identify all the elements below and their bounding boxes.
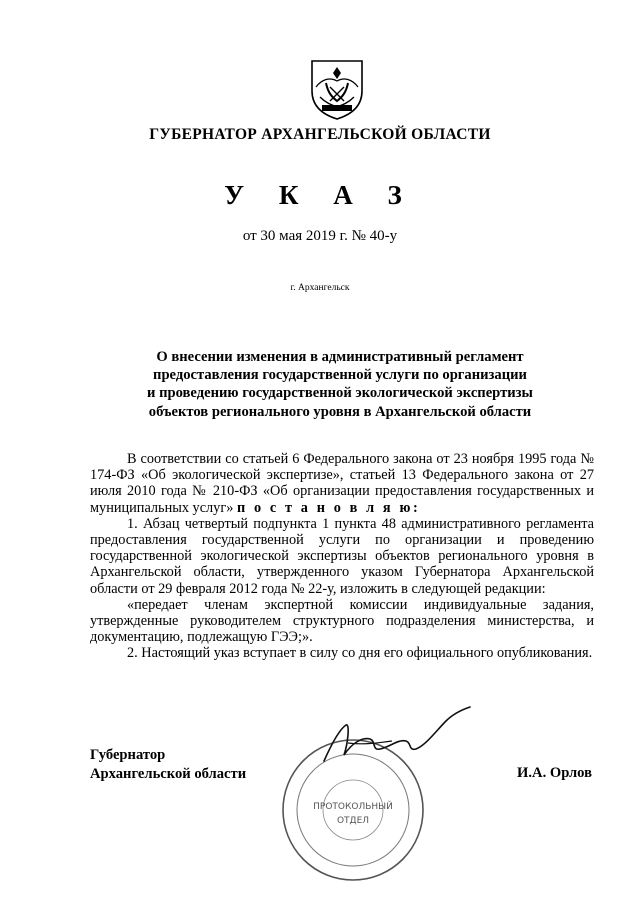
signatory-position [90, 746, 246, 783]
handwritten-signature [318, 703, 478, 773]
signatory-name: И.А. Орлов [517, 765, 592, 781]
resolve-word: п о с т а н о в л я ю: [236, 499, 421, 516]
title-line: и проведению государственной экологической экспертизы [147, 385, 533, 402]
document-body [90, 451, 594, 662]
item-1: 1. Абзац четвертый подпункта 1 пункта 48 административного регламента предоставления государственной услуги по организации и проведению государственной экологической экспертизы объектов регионального уровня в Архангельской области, утвержденного указом Губернатора Архангельской области от 29 февраля 2012 года № 22-у, изложить в следующей редакции: [90, 515, 594, 597]
document-type: У К А З [224, 180, 416, 210]
preamble-text: В соответствии со статьей 6 Федерального закона от 23 ноября 1995 года № 174-ФЗ «Об экологической экспертизе», статьей 13 Федерального закона от 27 июля 2010 года № 210-ФЗ «Об организации предоставления государственных и муниципальных услуг» [90, 451, 594, 516]
title-line: О внесении изменения в административный регламент [156, 349, 524, 365]
preamble-paragraph [90, 451, 594, 516]
position-line-1: Губернатор [90, 747, 166, 763]
stamp-center-text-2: ОТДЕЛ [336, 816, 370, 826]
quote-paragraph: «передает членам экспертной комиссии индивидуальные задания, утвержденные руководителем структурного подразделения министерства, и документацию, подлежащую ГЭЭ;». [90, 596, 594, 646]
position-line-2: Архангельской области [90, 765, 247, 782]
title-line: предоставления государственной услуги по организации [153, 367, 527, 384]
document-title [120, 348, 560, 421]
city: г. Архангельск [290, 283, 350, 293]
item-2: 2. Настоящий указ вступает в силу со дня его официального опубликования. [127, 645, 593, 662]
stamp-center-text-1: ПРОТОКОЛЬНЫЙ [313, 802, 393, 812]
date-number: от 30 мая 2019 г. № 40-у [242, 228, 398, 244]
organization-heading: ГУБЕРНАТОР АРХАНГЕЛЬСКОЙ ОБЛАСТИ [149, 126, 491, 143]
title-line: объектов регионального уровня в Архангельской области [148, 403, 532, 420]
arkhangelsk-coat-of-arms-icon [308, 57, 366, 121]
